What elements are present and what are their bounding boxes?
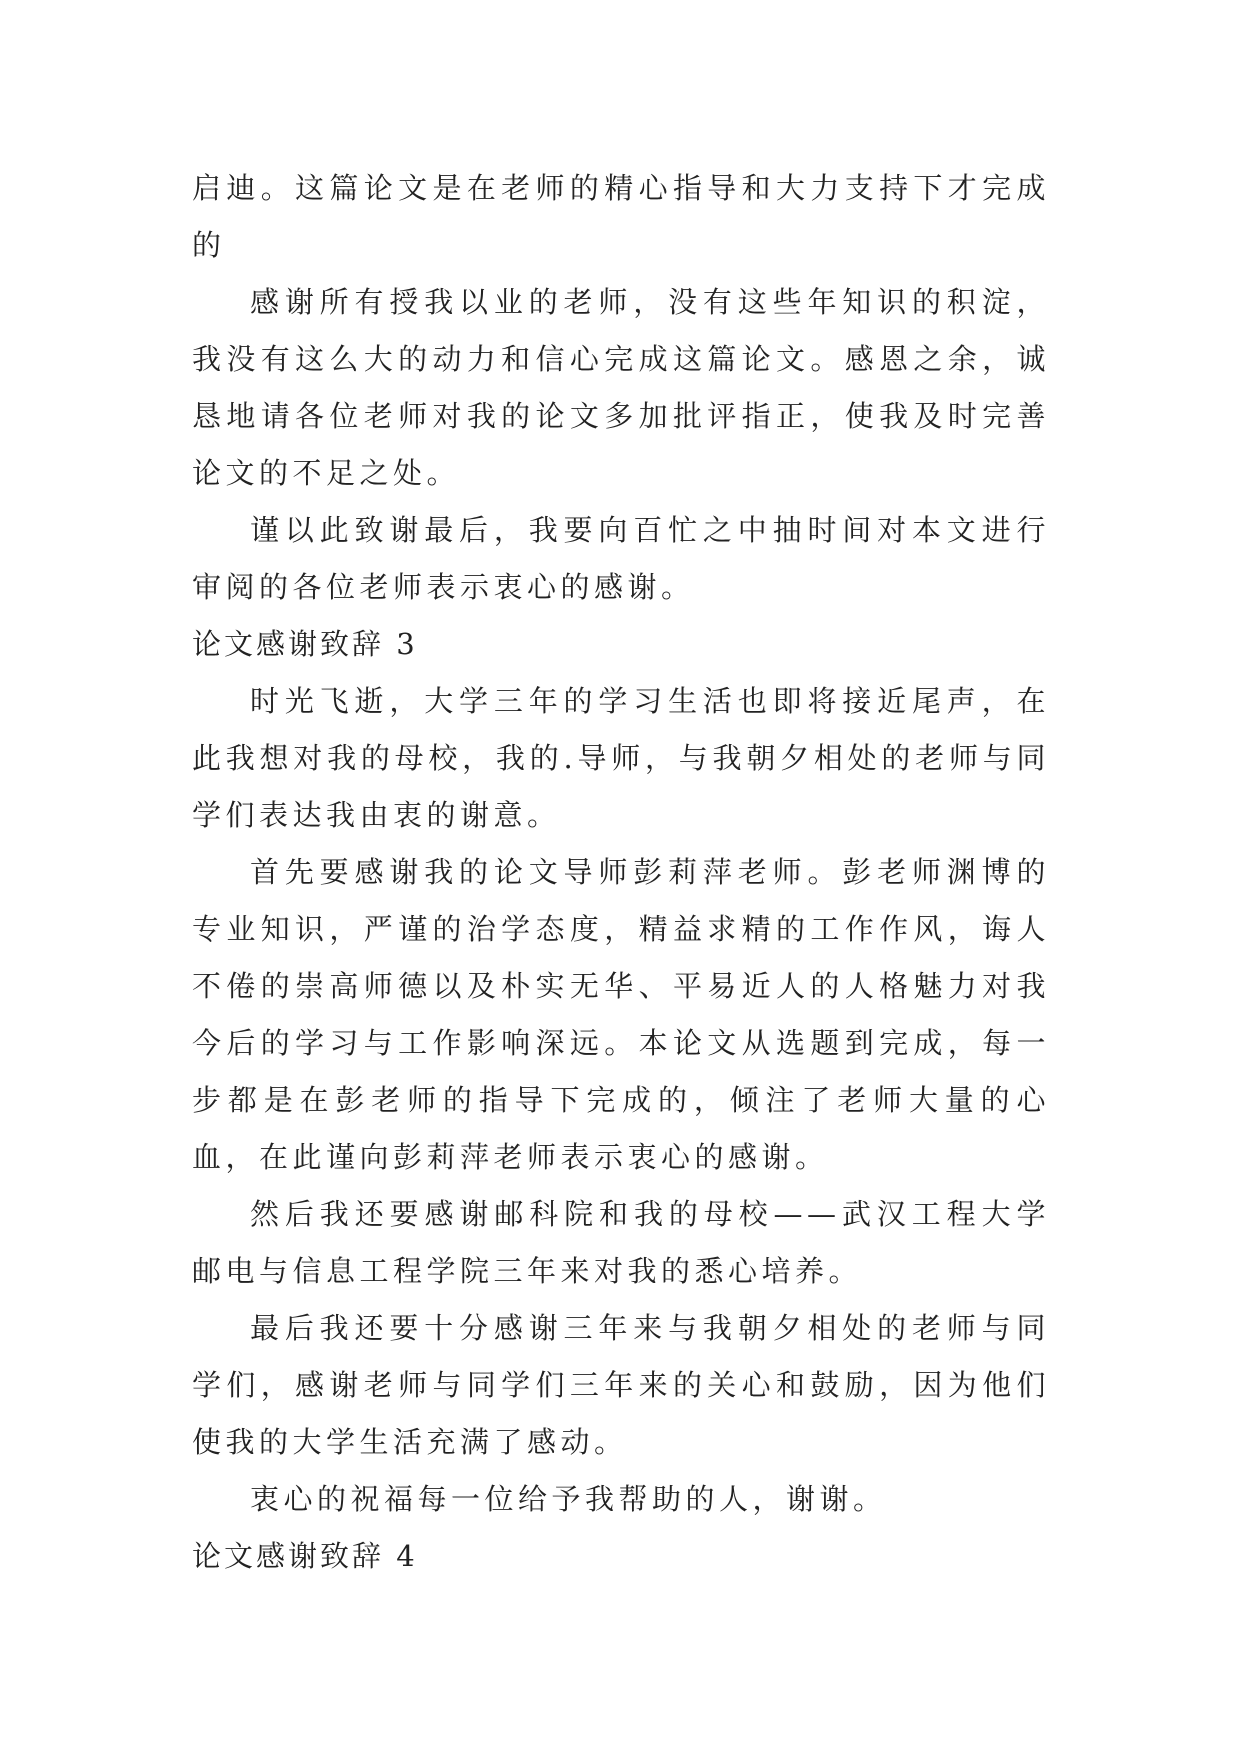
document-body: [192, 160, 1050, 1585]
paragraph-blessing: 衷心的祝福每一位给予我帮助的人，谢谢。: [250, 1482, 887, 1516]
paragraph-classmates-thanks: 最后我还要十分感谢三年来与我朝夕相处的老师与同学们，感谢老师与同学们三年来的关心和鼓励，因为他们使我的大学生活充满了感动。: [192, 1311, 1050, 1459]
paragraph-thanks-teachers: 感谢所有授我以业的老师，没有这些年知识的积淀，我没有这么大的动力和信心完成这篇论文。感恩之余，诚恳地请各位老师对我的论文多加批评指正，使我及时完善论文的不足之处。: [192, 285, 1050, 490]
paragraph-advisor-thanks: 首先要感谢我的论文导师彭莉萍老师。彭老师渊博的专业知识，严谨的治学态度，精益求精的工作作风，诲人不倦的崇高师德以及朴实无华、平易近人的人格魅力对我今后的学习与工作影响深远。本论文从选题到完成，每一步都是在彭老师的指导下完成的，倾注了老师大量的心血，在此谨向彭莉萍老师表示衷心的感谢。: [192, 855, 1050, 1174]
section-heading-4: 论文感谢致辞 4: [192, 1539, 418, 1573]
paragraph-closing-thanks: 谨以此致谢最后，我要向百忙之中抽时间对本文进行审阅的各位老师表示衷心的感谢。: [192, 513, 1050, 604]
section-heading-3: 论文感谢致辞 3: [192, 627, 418, 661]
paragraph-time-flies: 时光飞逝，大学三年的学习生活也即将接近尾声，在此我想对我的母校，我的.导师，与我朝夕相处的老师与同学们表达我由衷的谢意。: [192, 684, 1050, 832]
paragraph-school-thanks: 然后我还要感谢邮科院和我的母校——武汉工程大学邮电与信息工程学院三年来对我的悉心培养。: [192, 1197, 1050, 1288]
paragraph-continuation: 启迪。这篇论文是在老师的精心指导和大力支持下才完成的: [192, 171, 1050, 262]
